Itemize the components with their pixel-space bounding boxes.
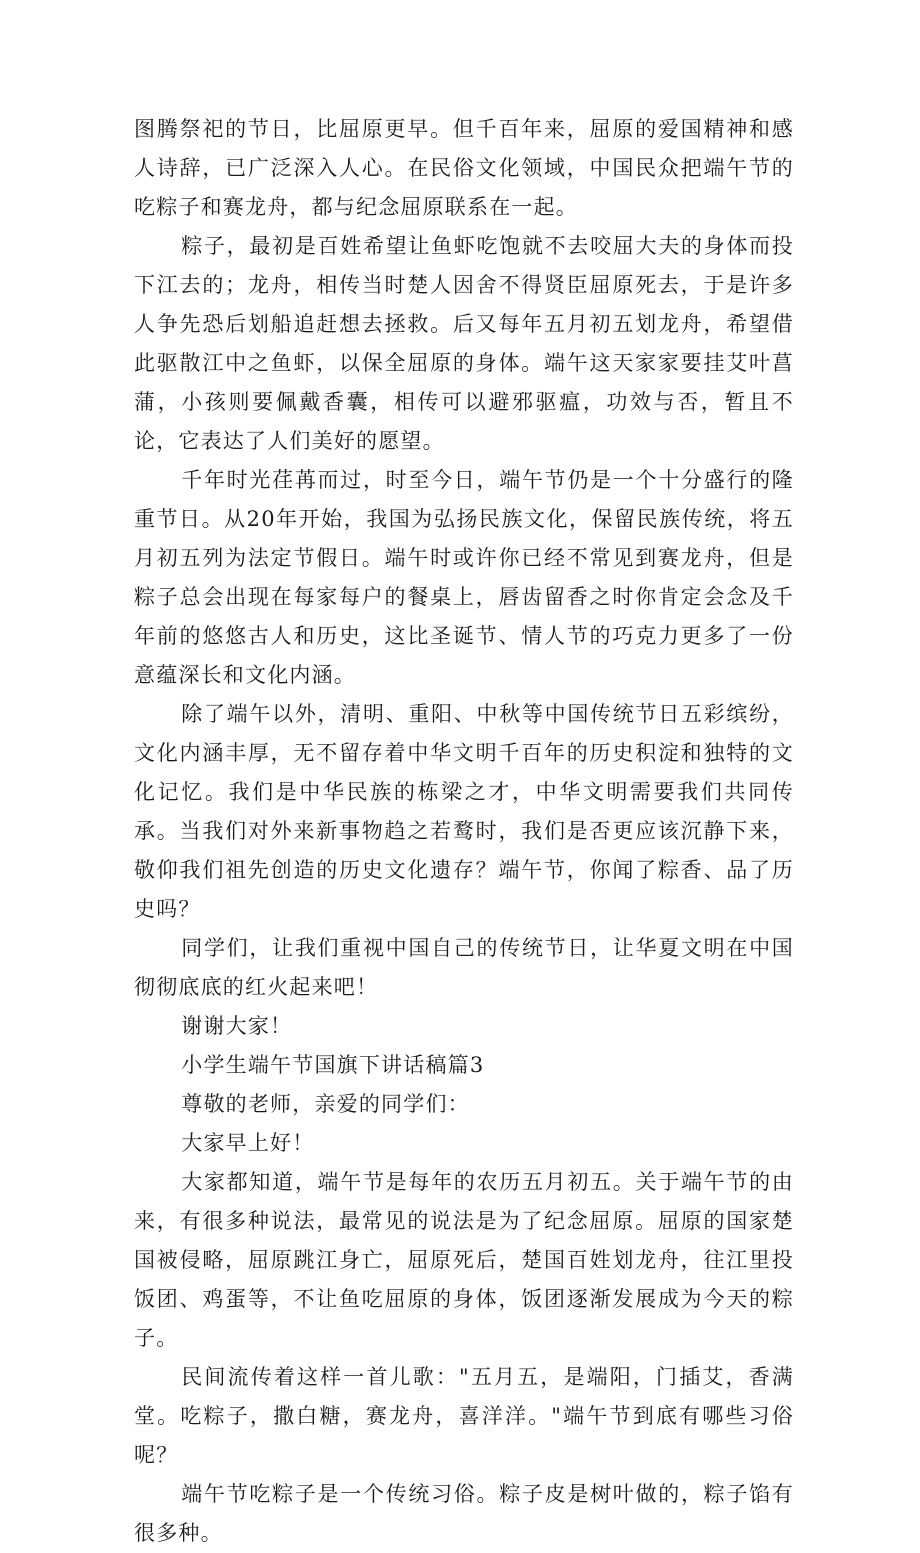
document-body <box>134 110 794 1553</box>
greeting: 大家早上好！ <box>181 1131 315 1155</box>
closing-line: 谢谢大家！ <box>181 1014 293 1038</box>
paragraph: 千年时光荏苒而过，时至今日，端午节仍是一个十分盛行的隆重节日。从20年开始，我国为弘扬民族文化，保留民族传统，将五月初五列为法定节假日。端午时或许你已经不常见到赛龙舟，但是粽子总会出现在每家每户的餐桌上，唇齿留香之时你肯定会念及千年前的悠悠古人和历史，这比圣诞节、情人节的巧克力更多了一份意蕴深长和文化内涵。 <box>134 468 794 687</box>
paragraph: 端午节吃粽子是一个传统习俗。粽子皮是树叶做的，粽子馅有很多种。 <box>134 1482 794 1545</box>
salutation: 尊敬的老师，亲爱的同学们： <box>181 1092 470 1116</box>
paragraph: 粽子，最初是百姓希望让鱼虾吃饱就不去咬屈大夫的身体而投下江去的；龙舟，相传当时楚人因舍不得贤臣屈原死去，于是许多人争先恐后划船追赶想去拯救。后又每年五月初五划龙舟，希望借此驱散江中之鱼虾，以保全屈原的身体。端午这天家家要挂艾叶菖蒲，小孩则要佩戴香囊，相传可以避邪驱瘟，功效与否，暂且不论，它表达了人们美好的愿望。 <box>134 234 794 453</box>
paragraph: 大家都知道，端午节是每年的农历五月初五。关于端午节的由来，有很多种说法，最常见的说法是为了纪念屈原。屈原的国家楚国被侵略，屈原跳江身亡，屈原死后，楚国百姓划龙舟，往江里投饭团、鸡蛋等，不让鱼吃屈原的身体，饭团逐渐发展成为今天的粽子。 <box>134 1170 794 1350</box>
paragraph: 民间流传着这样一首儿歌："五月五，是端阳，门插艾，香满堂。吃粽子，撒白糖，赛龙舟，喜洋洋。"端午节到底有哪些习俗呢？ <box>134 1365 794 1467</box>
section-heading: 小学生端午节国旗下讲话稿篇3 <box>181 1053 485 1077</box>
paragraph: 同学们，让我们重视中国自己的传统节日，让华夏文明在中国彻彻底底的红火起来吧！ <box>134 936 794 999</box>
paragraph: 图腾祭祀的节日，比屈原更早。但千百年来，屈原的爱国精神和感人诗辞，已广泛深入人心。在民俗文化领域，中国民众把端午节的吃粽子和赛龙舟，都与纪念屈原联系在一起。 <box>134 117 794 219</box>
paragraph: 除了端午以外，清明、重阳、中秋等中国传统节日五彩缤纷，文化内涵丰厚，无不留存着中华文明千百年的历史积淀和独特的文化记忆。我们是中华民族的栋梁之才，中华文明需要我们共同传承。当我们对外来新事物趋之若鹜时，我们是否更应该沉静下来，敬仰我们祖先创造的历史文化遗存？端午节，你闻了粽香、品了历史吗？ <box>134 702 794 921</box>
